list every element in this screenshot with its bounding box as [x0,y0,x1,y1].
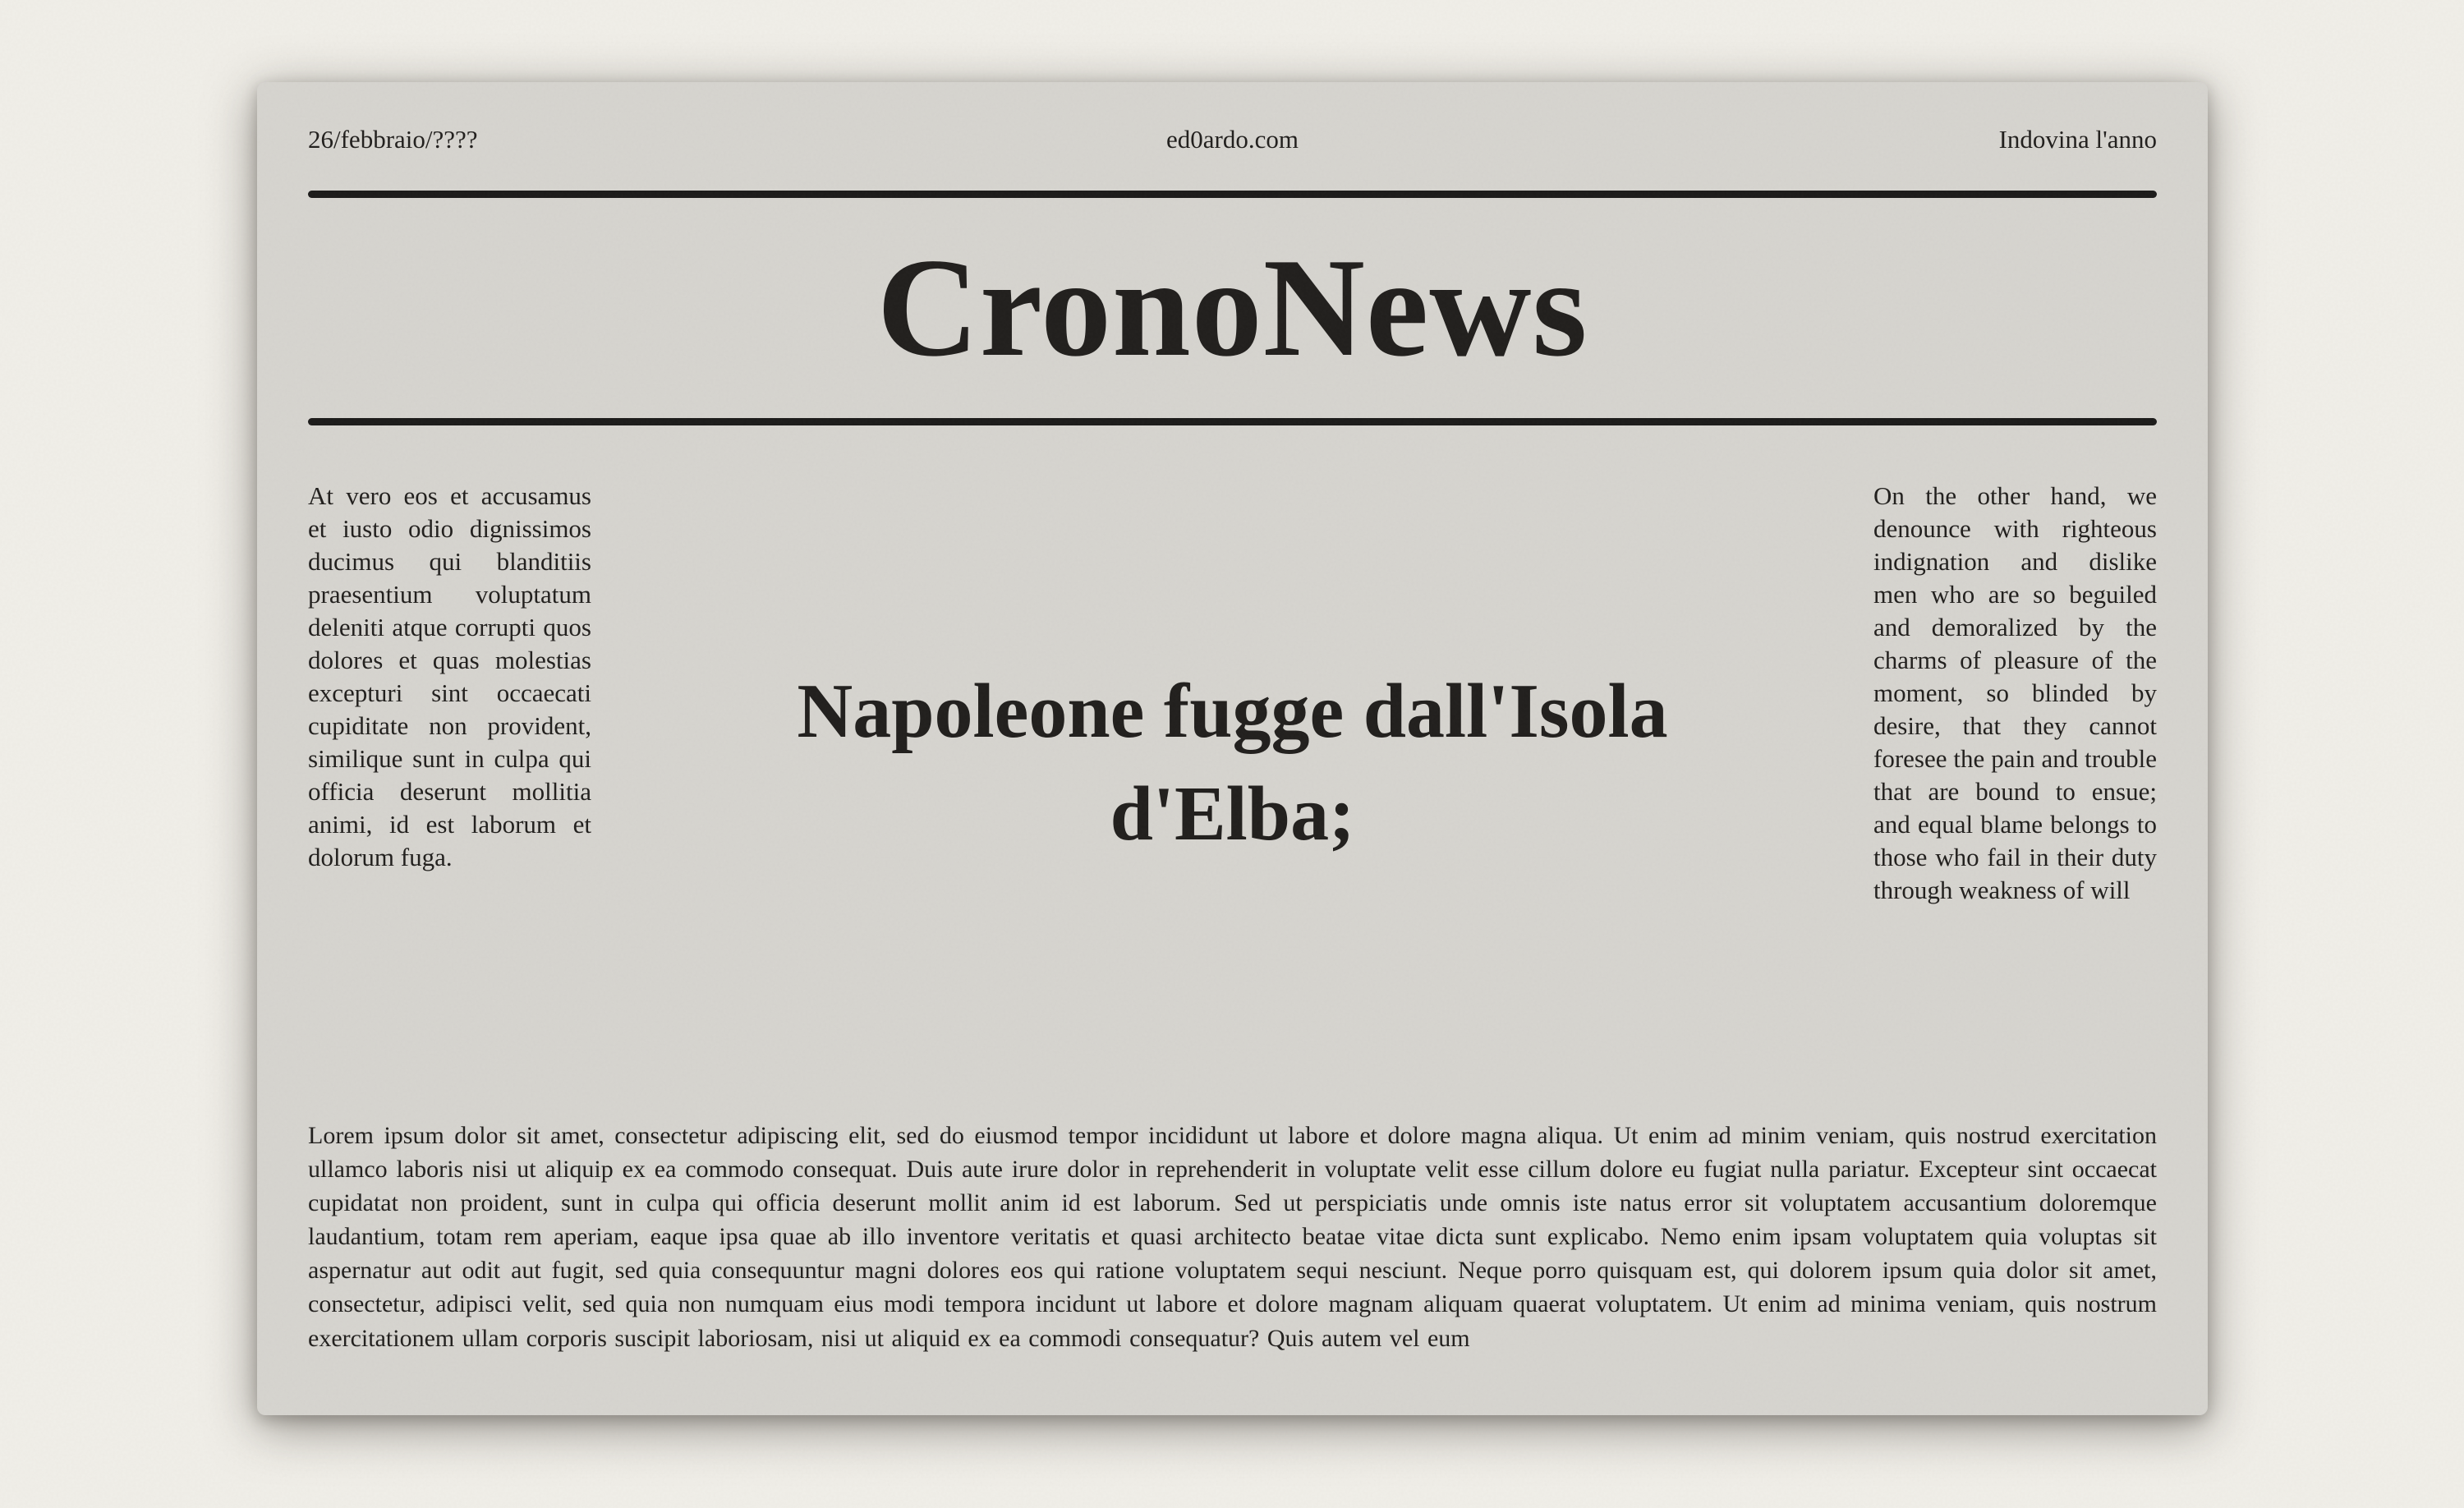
newspaper-page [257,82,2208,1415]
date-label: 26/febbraio/???? [308,125,478,154]
site-label: ed0ardo.com [1166,125,1299,154]
left-column-text: At vero eos et accusamus et iusto odio dignissimos ducimus qui blanditiis praesentium voluptatum deleniti atque corrupti quos dolores et quas molestias excepturi sint occaecati cupiditate non provident, similique sunt in culpa qui officia deserunt mollitia animi, id est laborum et dolorum fuga. [308,481,591,871]
front-page-columns [308,480,2157,1046]
headline: Napoleone fugge dall'Isola d'Elba; [797,668,1668,857]
top-divider-rule [308,191,2157,198]
newspaper-title: CronoNews [876,230,1588,386]
masthead-topbar [308,82,2157,154]
right-column-text: On the other hand, we denounce with righteous indignation and dislike men who are so beguiled and demoralized by the charms of pleasure of the moment, so blinded by desire, that they cannot foresee the pain and trouble that are bound to ensue; and equal blame belongs to those who fail in their duty through weakness of will [1873,481,2157,904]
tagline-label: Indovina l'anno [1998,125,2157,154]
bottom-paragraph: Lorem ipsum dolor sit amet, consectetur adipiscing elit, sed do eiusmod tempor incididunt ut labore et dolore magna aliqua. Ut enim ad minim veniam, quis nostrud exercitation ullamco laboris nisi ut aliquip ex ea commodo consequat. Duis aute irure dolor in reprehenderit in voluptate velit esse cillum dolore eu fugiat nulla pariatur. Excepteur sint occaecat cupidatat non proident, sunt in culpa qui officia deserunt mollit anim id est laborum. Sed ut perspiciatis unde omnis iste natus error sit voluptatem accusantium doloremque laudantium, totam rem aperiam, eaque ipsa quae ab illo inventore veritatis et quasi architecto beatae vitae dicta sunt explicabo. Nemo enim ipsam voluptatem quia voluptas sit aspernatur aut odit aut fugit, sed quia consequuntur magni dolores eos qui ratione voluptatem sequi nesciunt. Neque porro quisquam est, qui dolorem ipsum quia dolor sit amet, consectetur, adipisci velit, sed quia non numquam eius modi tempora incidunt ut labore et dolore magnam aliquam quaerat voluptatem. Ut enim ad minima veniam, quis nostrum exercitationem ullam corporis suscipit laboriosam, nisi ut aliquid ex ea commodi consequatur? Quis autem vel eum [308,1122,2157,1352]
headline-container [591,480,1873,1046]
title-divider-rule [308,418,2157,425]
